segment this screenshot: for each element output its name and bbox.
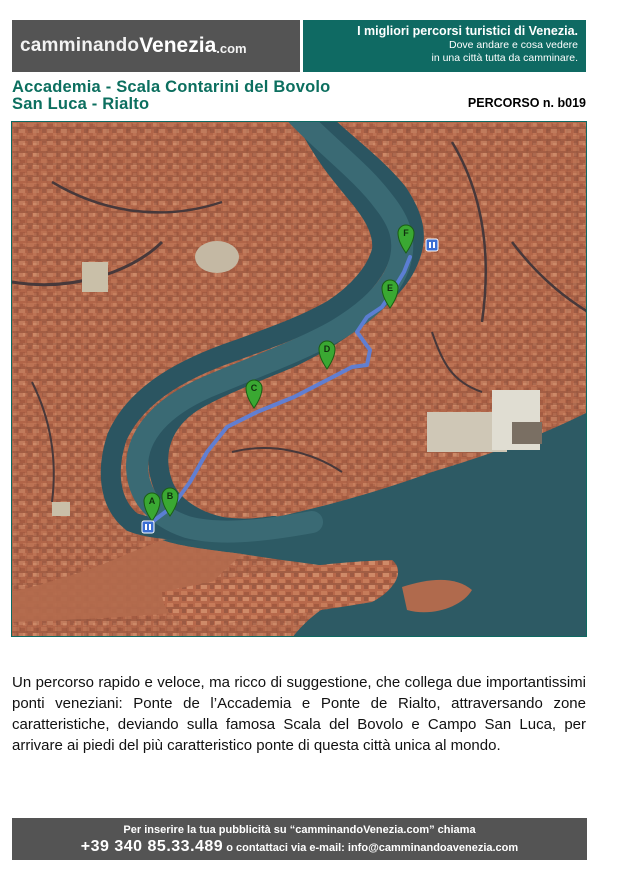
- satellite-map-image: [12, 122, 587, 637]
- marker-e-label: E: [386, 283, 394, 293]
- footer-advert-line: [12, 823, 587, 837]
- vaporetto-stop-icon: [142, 521, 154, 533]
- email-link[interactable]: info@camminandoavenezia.com: [347, 842, 519, 854]
- route-description: Un percorso rapido e veloce, ma ricco di suggestione, che collega due importantissimi ponti veneziani: Ponte de l’Accademia e Ponte de Rialto, attraversando zone caratteristiche, deviando sulla famosa Scala del Bovolo e Campo San Luca, per arrivare ai piedi del più caratteristico ponte di questa città unica al mondo.: [12, 674, 586, 754]
- marker-a-label: A: [148, 496, 156, 506]
- marker-d-label: D: [323, 344, 331, 354]
- route-number: PERCORSO n. b019: [467, 96, 586, 110]
- route-title-line-2: San Luca - Rialto: [12, 95, 150, 113]
- logo-text-venezia: Venezia: [139, 34, 217, 57]
- logo-text-com: .com: [216, 40, 247, 56]
- route-title-line-1: Accademia - Scala Contarini del Bovolo: [12, 78, 331, 96]
- site-logo[interactable]: [12, 20, 300, 72]
- footer-contact-line: [12, 837, 587, 858]
- tagline-line-1: Dove andare e cosa vedere: [449, 39, 578, 51]
- footer-contact-text: o contattaci via e-mail:: [223, 842, 348, 854]
- marker-b-label: B: [166, 491, 174, 501]
- vaporetto-stop-icon: [426, 239, 438, 251]
- route-title: [12, 79, 330, 113]
- route-map[interactable]: [11, 121, 587, 637]
- marker-f-label: F: [403, 228, 409, 238]
- marker-c-label: C: [250, 383, 258, 393]
- header-tagline: [303, 20, 586, 72]
- tagline-line-2: in una città tutta da camminare.: [431, 52, 578, 64]
- footer-brand-b: Venezia: [363, 824, 404, 836]
- footer-brand-a: camminando: [295, 824, 364, 836]
- footer-suffix: ” chiama: [429, 824, 476, 836]
- footer-brand-c: .com: [403, 824, 430, 836]
- advertising-footer: [12, 818, 587, 860]
- phone-number[interactable]: +39 340 85.33.489: [80, 838, 224, 855]
- tagline-title: I migliori percorsi turistici di Venezia.: [357, 24, 578, 38]
- footer-prefix: Per inserire la tua pubblicità su “: [123, 824, 296, 836]
- logo-text-camminando: camminando: [20, 35, 140, 56]
